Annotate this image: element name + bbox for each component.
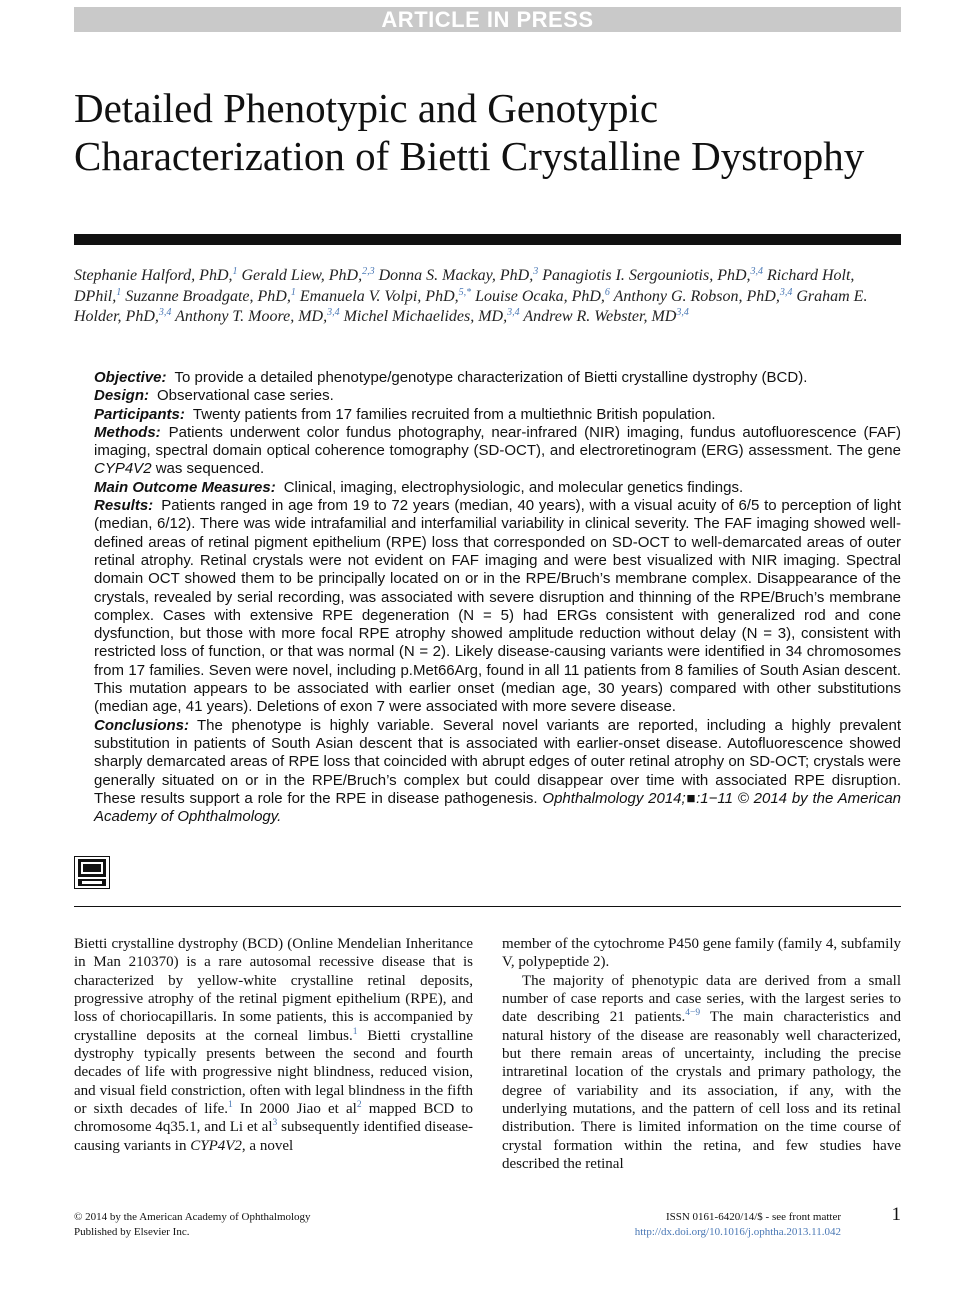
footer-issn: ISSN 0161-6420/14/$ - see front matter bbox=[665, 1211, 841, 1223]
author-list bbox=[74, 266, 901, 328]
gene-name: CYP4V2 bbox=[190, 1137, 242, 1154]
author-name: Donna S. Mackay, PhD, bbox=[378, 267, 534, 284]
article-title: Detailed Phenotypic and Genotypic Characterization of Bietti Crystalline Dystrophy bbox=[74, 85, 865, 179]
affiliation-link[interactable]: 3,4 bbox=[158, 307, 172, 318]
affiliation-link[interactable]: 6 bbox=[604, 286, 610, 298]
design-label: Design: bbox=[94, 387, 150, 405]
conclusions-text: The phenotype is highly variable. Several novel variants are reported, including a highly prevalent substitution in patients of South Asian descent that is associated with earlier-onset disease. Autofluorescence showed sharply demarcated areas of RPE loss that coincided with abrupt edges of outer retinal atrophy on SD-OCT; crystals were generally situated on or in the RPE/Bruch’s complex but could disappear over time with associated RPE disruption. These results support a role for the RPE in disease pathogenesis. bbox=[94, 716, 901, 807]
objective-label: Objective: bbox=[94, 369, 167, 386]
footer-right bbox=[560, 1210, 841, 1240]
affiliation-link[interactable]: 5,* bbox=[458, 286, 472, 298]
reference-link[interactable]: 2 bbox=[356, 1100, 362, 1111]
author-name: Michel Michaelides, MD, bbox=[343, 308, 508, 325]
author-name: Graham E. Holder, PhD, bbox=[74, 287, 868, 325]
intro-text: In 2000 Jiao et al bbox=[232, 1101, 357, 1118]
intro-text: subsequently identified disease-causing variants in bbox=[74, 1119, 473, 1154]
intro-text: The main characteristics and natural history of the disease are reasonably well characterized, but there remain areas of uncertainty, including the precise intraretinal location of the crystals and primary pathology, the degree of variability and its association, if any, with the underlying mutations, and the pattern of cell loss and its retinal distribution. There is limited information on the time course of crystal formation within the retina, and few studies have described the retinal bbox=[502, 1009, 902, 1173]
author-name: Emanuela V. Volpi, PhD, bbox=[299, 287, 459, 305]
abstract-design bbox=[74, 387, 901, 405]
author-name: Anthony T. Moore, MD, bbox=[175, 308, 328, 325]
abstract bbox=[74, 369, 901, 826]
intro-paragraph-1 bbox=[74, 935, 473, 1155]
methods-text-end: was sequenced. bbox=[151, 460, 265, 478]
footer-copyright: © 2014 by the American Academy of Ophthalmology bbox=[74, 1211, 311, 1223]
affiliation-link[interactable]: 3 bbox=[533, 266, 539, 277]
reference-link[interactable]: 4−9 bbox=[685, 1008, 701, 1019]
intro-text: Bietti crystalline dystrophy typically presents between the second and fourth decades of life with progressive night blindness, reduced vision, and visual field constriction, often with legal blindness in the fifth or sixth decades of life. bbox=[74, 1027, 473, 1118]
abstract-objective bbox=[74, 369, 901, 387]
body-column-left bbox=[74, 935, 473, 1155]
affiliation-link[interactable]: 3,4 bbox=[750, 266, 764, 277]
computer-monitor-icon[interactable] bbox=[74, 856, 110, 889]
intro-paragraph-2 bbox=[502, 972, 901, 1174]
intro-paragraph-1-continued: member of the cytochrome P450 gene family (family 4, subfamily V, polypeptide 2). bbox=[502, 936, 901, 971]
journal-citation: Ophthalmology 2014;■:1−11 © 2014 by the American Academy of Ophthalmology. bbox=[94, 789, 901, 826]
author-name: Andrew R. Webster, MD bbox=[523, 308, 677, 325]
abstract-results bbox=[74, 497, 901, 717]
doi-link[interactable]: http://dx.doi.org/10.1016/j.ophtha.2013.11.042 bbox=[634, 1226, 841, 1238]
author-name: Suzanne Broadgate, PhD, bbox=[125, 287, 291, 305]
page-number: 1 bbox=[891, 1204, 901, 1225]
methods-text: Patients underwent color fundus photography, near-infrared (NIR) imaging, fundus autofluorescence (FAF) imaging, spectral domain optical coherence tomography (SD-OCT), and electroretinogram (ERG) assessment. The gene bbox=[94, 423, 901, 460]
footer-publisher: Published by Elsevier Inc. bbox=[74, 1226, 190, 1238]
author-name: Richard Holt, DPhil, bbox=[74, 267, 855, 305]
reference-link[interactable]: 3 bbox=[272, 1118, 278, 1129]
affiliation-link[interactable]: 3,4 bbox=[676, 307, 689, 318]
conclusions-label: Conclusions: bbox=[94, 716, 190, 734]
intro-text: Bietti crystalline dystrophy (BCD) (Online Mendelian Inheritance in Man 210370) is a rare autosomal recessive disease that is characterized by yellow-white crystalline retinal deposits, progressive atrophy of the retinal pigment epithelium (RPE), and loss of choriocapillaris. In some patients, this is accompanied by crystalline deposits at the corneal limbus. bbox=[74, 936, 473, 1044]
footer-left bbox=[74, 1210, 454, 1240]
affiliation-link[interactable]: 1 bbox=[290, 286, 296, 298]
abstract-conclusions bbox=[74, 717, 901, 827]
outcome-text: Clinical, imaging, electrophysiologic, and molecular genetics findings. bbox=[283, 478, 744, 496]
author-name: Panagiotis I. Sergouniotis, PhD, bbox=[542, 267, 751, 284]
intro-text: The majority of phenotypic data are derived from a small number of case reports and case series, with the largest series to date describing 21 patients. bbox=[502, 972, 901, 1026]
affiliation-link[interactable]: 3,4 bbox=[507, 307, 520, 318]
participants-text: Twenty patients from 17 families recruited from a multiethnic British population. bbox=[192, 405, 716, 423]
author-name: Stephanie Halford, PhD, bbox=[74, 267, 233, 284]
affiliation-link[interactable]: 1 bbox=[232, 266, 238, 277]
article-in-press-banner: ARTICLE IN PRESS bbox=[74, 7, 901, 32]
methods-label: Methods: bbox=[94, 423, 161, 441]
author-name: Gerald Liew, PhD, bbox=[241, 267, 363, 284]
design-text: Observational case series. bbox=[157, 387, 334, 405]
affiliation-link[interactable]: 3,4 bbox=[779, 286, 793, 298]
outcome-label: Main Outcome Measures: bbox=[94, 478, 276, 496]
body-column-right bbox=[502, 935, 901, 1173]
author-name: Louise Ocaka, PhD, bbox=[475, 287, 605, 305]
affiliation-link[interactable]: 1 bbox=[116, 286, 122, 298]
results-label: Results: bbox=[94, 497, 154, 515]
affiliation-link[interactable]: 2,3 bbox=[362, 266, 375, 277]
reference-link[interactable]: 1 bbox=[227, 1100, 233, 1111]
abstract-participants bbox=[74, 406, 901, 424]
participants-label: Participants: bbox=[94, 405, 185, 423]
title-rule bbox=[74, 234, 901, 245]
objective-text: To provide a detailed phenotype/genotype characterization of Bietti crystalline dystrophy (BCD). bbox=[174, 369, 808, 386]
abstract-rule bbox=[74, 906, 901, 907]
reference-link[interactable]: 1 bbox=[352, 1026, 358, 1037]
intro-text: mapped BCD to chromosome 4q35.1, and Li et al bbox=[74, 1101, 474, 1136]
abstract-methods bbox=[74, 424, 901, 479]
abstract-outcome bbox=[74, 479, 901, 497]
affiliation-link[interactable]: 3,4 bbox=[327, 307, 340, 318]
author-name: Anthony G. Robson, PhD, bbox=[613, 287, 780, 305]
methods-gene: CYP4V2 bbox=[94, 460, 152, 478]
results-text: Patients ranged in age from 19 to 72 years (median, 40 years), with a visual acuity of 6/5 to perception of light (median, 6/12). There was wide intrafamilial and interfamilial variability in clinical severity. The FAF imaging showed well-defined areas of retinal pigment epithelium (RPE) loss that corresponded on SD-OCT to well-demarcated areas of outer retinal atrophy. Retinal crystals were not evident on FAF imaging and were best visualized with NIR imaging. Spectral domain OCT showed them to be principally located on or in the RPE/Bruch’s membrane complex. Disappearance of the crystals, revealed by serial recording, was associated with severe disruption and thinning of the RPE/Bruch’s membrane complex. Cases with extensive RPE degeneration (N = 5) had ERGs consistent with generalized rod and cone dysfunction, but those with more focal RPE atrophy showed amplitude reduction without delay (N = 3), consistent with restricted loss of function, or that was normal (N = 2). Likely disease-causing variants were identified in 34 chromosomes from 17 families. Seven were novel, including p.Met66Arg, found in all 11 patients from 8 families of South Asian descent. This mutation appears to be associated with earlier onset (median age, 30 years) compared with other substitutions (median age, 41 years). Deletions of exon 7 were associated with more severe disease. bbox=[94, 497, 901, 716]
intro-text: , a novel bbox=[241, 1137, 294, 1154]
